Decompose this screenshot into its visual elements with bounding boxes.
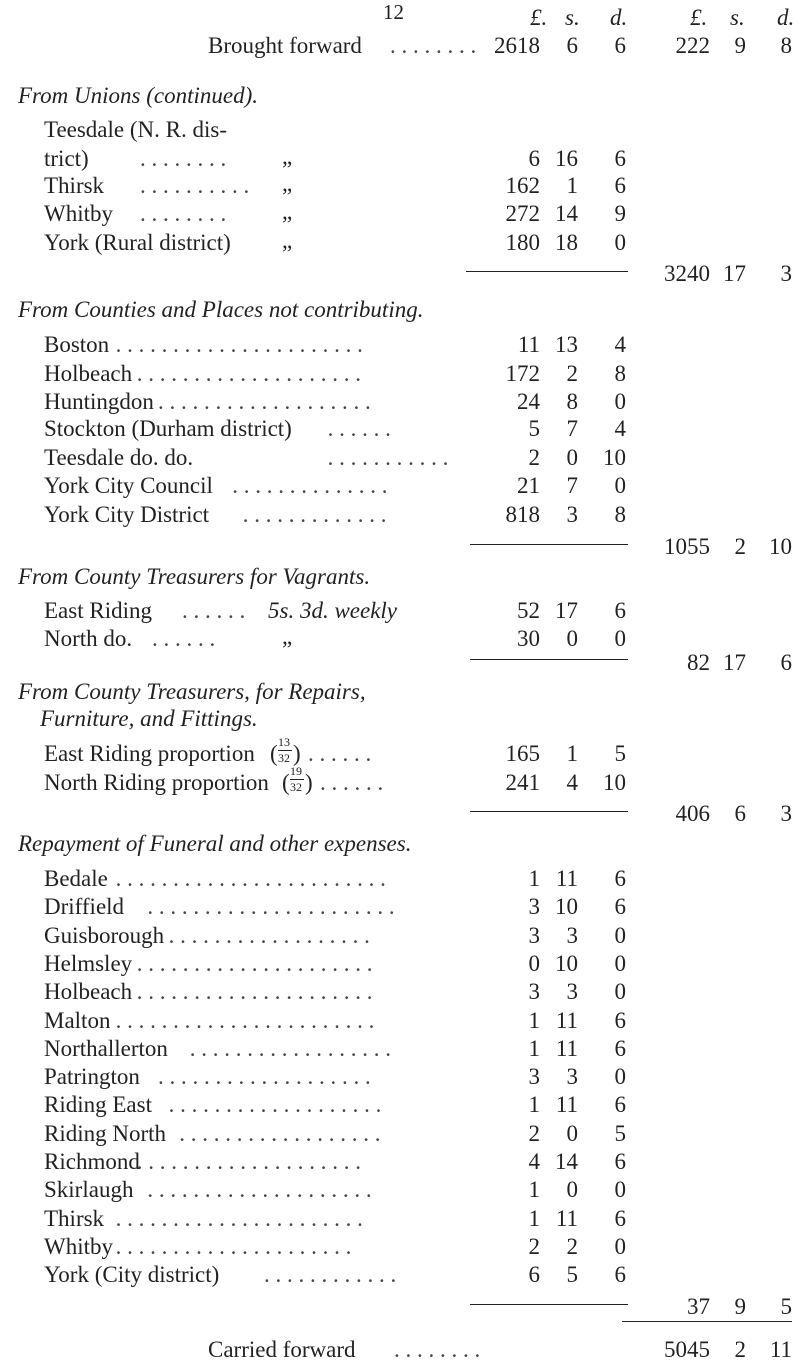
- sec2-item-pounds: 21: [517, 473, 540, 498]
- carried-forward-dots: . . . . . . . .: [394, 1337, 481, 1362]
- carried-forward-rule: [622, 1321, 792, 1322]
- sec5-item-shillings: 11: [555, 1035, 578, 1061]
- sec1-item-shillings: 14: [555, 201, 578, 226]
- sec5-item-label: Richmond: [44, 1149, 140, 1174]
- sec1-item-pence: 0: [614, 230, 626, 255]
- sec2-item-pence: 8: [614, 361, 626, 386]
- sec3-item-rate: 5s. 3d. weekly: [268, 598, 398, 623]
- fraction-numerator: 13: [278, 735, 290, 749]
- sec3-heading: From County Treasurers for Vagrants.: [18, 564, 371, 589]
- sec1-item-dots: . . . . . . . .: [140, 201, 227, 226]
- sec1-item-shillings: 1: [566, 173, 578, 198]
- page-number: 12: [383, 0, 404, 24]
- sec5-item-label: Riding North: [44, 1120, 167, 1146]
- sec5-item-shillings: 0: [566, 1120, 578, 1146]
- sec3-ditto: „: [282, 624, 293, 649]
- sec2-item-label: Boston: [44, 332, 110, 357]
- sec5-item-pence: 6: [614, 1149, 626, 1174]
- sec1-item-dots: . . . . . . . .: [140, 146, 227, 171]
- sec2-item-label: York City District: [44, 502, 210, 527]
- brought-forward-dots: . . . . . . . .: [390, 33, 477, 58]
- sec5-item-label: Riding East: [44, 1092, 152, 1118]
- sec5-item-dots: . . . . . . . . . . . . . . . . . . . . .: [136, 950, 373, 976]
- sec2-item-dots: . . . . . . . . . . . . . .: [232, 473, 388, 498]
- col-pence-inner: d.: [610, 5, 628, 30]
- sec2-item-pence: 4: [614, 332, 626, 357]
- sec5-item-label: Guisborough: [44, 922, 165, 948]
- sec5-item-dots: . . . . . . . . . . . . . . . . . .: [189, 1035, 392, 1061]
- sec5-item-label: Patrington: [44, 1064, 140, 1090]
- sec5-total-pounds: 37: [687, 1294, 710, 1319]
- sec1-item-pounds: 162: [505, 173, 540, 198]
- sec5-item-shillings: 11: [555, 866, 578, 891]
- sec5-item-shillings: 10: [555, 894, 578, 920]
- sec5-item-label: Helmsley: [44, 950, 133, 976]
- sec1-total-shillings: 17: [723, 261, 746, 286]
- sec5-total-shillings: 9: [734, 1294, 746, 1319]
- sec5-item-pence: 0: [614, 1177, 626, 1203]
- sec1-item-label: Thirsk: [44, 173, 105, 198]
- sec1-item-label: Teesdale (N. R. dis-: [44, 117, 227, 142]
- carried-forward-pounds: 5045: [664, 1337, 710, 1362]
- sec5-item-pounds: 2: [528, 1120, 540, 1146]
- fraction-denominator: 32: [278, 751, 290, 765]
- sec5-item-pence: 6: [614, 894, 626, 920]
- sec5-item-dots: . . . . . . . . . . . . . . . . . . . . . .: [115, 1205, 363, 1231]
- sec5-item-pounds: 6: [528, 1262, 540, 1288]
- sec5-heading: Repayment of Funeral and other expenses.: [18, 831, 412, 856]
- sec1-item-pounds: 6: [528, 146, 540, 171]
- sec3-item-dots: . . . . . .: [152, 626, 216, 651]
- sec2-item-dots: . . . . . . . . . . . . . . . . . . . .: [136, 361, 362, 386]
- sec2-item-shillings: 8: [566, 389, 578, 414]
- sec1-item-pence: 6: [614, 146, 626, 171]
- sec3-item-pence: 0: [614, 626, 626, 651]
- sec2-item-dots: . . . . . . . . . . . . . . . . . . . . . .: [115, 332, 363, 357]
- sec5-item-label: Whitby: [44, 1233, 113, 1259]
- fraction-numerator: 19: [290, 764, 302, 778]
- sec2-total-shillings: 2: [734, 534, 746, 559]
- sec2-item-dots: . . . . . . . . . . .: [327, 445, 449, 470]
- sec1-total-pounds: 3240: [664, 261, 710, 286]
- sec2-item-label: Huntingdon: [44, 389, 154, 414]
- sec5-item-shillings: 2: [566, 1233, 578, 1259]
- sec5-item-dots: . . . . . . . . . . . .: [264, 1262, 397, 1288]
- sec2-item-pounds: 172: [505, 361, 540, 386]
- sec1-heading: From Unions (continued).: [18, 83, 258, 108]
- sec3-item-label: East Riding: [44, 598, 152, 623]
- sec2-item-pence: 0: [614, 389, 626, 414]
- sec2-item-pence: 10: [603, 445, 626, 470]
- sec2-item-label: Stockton (Durham district): [44, 416, 292, 441]
- sec5-item-label: Bedale: [44, 866, 108, 891]
- sec3-item-dots: . . . . . .: [182, 598, 246, 623]
- sec2-item-shillings: 7: [566, 473, 578, 498]
- sec1-ditto: „: [282, 228, 293, 253]
- sec5-item-pounds: 1: [528, 866, 540, 891]
- sec2-item-pounds: 24: [517, 389, 540, 414]
- sec5-item-pence: 6: [614, 866, 626, 891]
- sec2-item-label: Holbeach: [44, 361, 133, 386]
- sec5-item-pence: 6: [614, 1092, 626, 1118]
- col-pound-outer: £.: [690, 5, 708, 30]
- sec5-item-pence: 0: [614, 950, 626, 976]
- sec5-item-pence: 0: [614, 922, 626, 948]
- sec5-total-pence: 5: [780, 1294, 792, 1319]
- sec2-item-dots: . . . . . . . . . . . . .: [242, 502, 387, 527]
- sec2-item-shillings: 0: [566, 445, 578, 470]
- sec1-item-label: Whitby: [44, 201, 113, 226]
- sec2-heading: From Counties and Places not contributing.: [18, 297, 424, 322]
- fraction-paren-close: ): [293, 741, 301, 766]
- col-shilling-outer: s.: [730, 5, 745, 30]
- sec5-item-pounds: 1: [528, 1092, 540, 1118]
- sec4-total-pounds: 406: [675, 801, 710, 826]
- sec4-item-dots: . . . . . .: [320, 770, 384, 795]
- brought-forward-label: Brought forward: [208, 33, 362, 58]
- sec5-item-shillings: 10: [555, 950, 578, 976]
- sec1-ditto: „: [282, 199, 293, 224]
- fraction-paren-open: (: [282, 770, 290, 795]
- sec2-item-pence: 4: [614, 416, 626, 441]
- sec5-item-dots: . . . . . . . . . . . . . . . . . . . . .: [136, 979, 373, 1005]
- sec4-item-label: North Riding proportion: [44, 770, 269, 795]
- sec2-item-pounds: 818: [505, 502, 540, 527]
- sec3-item-label: North do.: [44, 626, 133, 651]
- sec2-item-pounds: 11: [517, 332, 540, 357]
- sec5-item-pounds: 3: [528, 979, 540, 1005]
- sec4-total-pence: 3: [780, 801, 792, 826]
- sec4-item-pounds: 241: [505, 770, 540, 795]
- sec5-item-shillings: 3: [566, 979, 578, 1005]
- sec5-item-pounds: 2: [528, 1233, 540, 1259]
- sec2-item-dots: . . . . . . . . . . . . . . . . . . .: [158, 389, 371, 414]
- sec5-item-pence: 6: [614, 1007, 626, 1033]
- sec5-item-shillings: 0: [566, 1177, 578, 1203]
- sec5-item-label: Northallerton: [44, 1035, 168, 1061]
- sec1-item-label: York (Rural district): [44, 230, 231, 255]
- sec5-item-pounds: 3: [528, 1064, 540, 1090]
- sec5-item-pounds: 0: [528, 950, 540, 976]
- sec5-item-dots: . . . . . . . . . . . . . . . . . . . . . . . .: [115, 866, 386, 891]
- sec2-total-pence: 10: [769, 534, 792, 559]
- sec1-item-label: trict): [44, 146, 89, 171]
- brought-forward-outer-pounds: 222: [675, 33, 710, 58]
- brought-forward-outer-shillings: 9: [734, 33, 746, 58]
- sec1-item-shillings: 16: [555, 146, 578, 171]
- sec5-item-label: Skirlaugh: [44, 1177, 134, 1203]
- sec5-item-pounds: 1: [528, 1205, 540, 1231]
- sec1-item-shillings: 18: [555, 230, 578, 255]
- sec2-item-dots: . . . . . .: [327, 416, 391, 441]
- col-pound-inner: £.: [530, 5, 548, 30]
- col-pence-outer: d.: [777, 5, 795, 30]
- sec5-item-shillings: 11: [555, 1205, 578, 1231]
- sec2-item-label: York City Council: [44, 473, 213, 498]
- brought-forward-inner-shillings: 6: [566, 33, 578, 58]
- sec5-item-pence: 6: [614, 1035, 626, 1061]
- sec4-item-shillings: 4: [566, 770, 578, 795]
- sec5-item-dots: . . . . . . . . . . . . . . . . . . . . .: [115, 1233, 352, 1259]
- sec3-item-pounds: 30: [517, 626, 540, 651]
- sec5-item-pence: 0: [614, 1233, 626, 1259]
- sec4-item-shillings: 1: [566, 741, 578, 766]
- sec1-ditto: „: [282, 144, 293, 169]
- sec4-heading-line1: From County Treasurers, for Repairs,: [18, 679, 366, 704]
- sec5-item-pounds: 3: [528, 894, 540, 920]
- sec3-total-shillings: 17: [723, 650, 746, 675]
- sec2-total-pounds: 1055: [664, 534, 710, 559]
- sec1-total-pence: 3: [780, 261, 792, 286]
- sec5-item-shillings: 11: [555, 1007, 578, 1033]
- sec1-item-pence: 6: [614, 173, 626, 198]
- carried-forward-label: Carried forward: [208, 1337, 356, 1362]
- sec1-item-dots: . . . . . . . . . .: [140, 173, 250, 198]
- sec5-item-dots: . . . . . . . . . . . . . . . . . . . . . . .: [115, 1007, 375, 1033]
- brought-forward-inner-pounds: 2618: [494, 33, 540, 58]
- sec4-item-pence: 5: [614, 741, 626, 766]
- sec5-item-dots: . . . . . . . . . . . . . . . . . . . .: [136, 1149, 362, 1174]
- sec2-item-pence: 8: [614, 502, 626, 527]
- sec4-item-pounds: 165: [505, 741, 540, 766]
- sec5-item-shillings: 5: [566, 1262, 578, 1288]
- sec5-item-dots: . . . . . . . . . . . . . . . . . .: [179, 1120, 381, 1146]
- sec2-item-shillings: 2: [566, 361, 578, 386]
- sec5-item-dots: . . . . . . . . . . . . . . . . . . . . . .: [147, 894, 395, 920]
- sec2-item-label: Teesdale do. do.: [44, 445, 194, 470]
- brought-forward-inner-pence: 6: [614, 33, 626, 58]
- sec3-item-pounds: 52: [517, 598, 540, 623]
- fraction-paren-close: ): [305, 770, 313, 795]
- sec3-item-shillings: 17: [555, 598, 578, 623]
- sec5-item-label: Driffield: [44, 894, 125, 920]
- sec2-item-shillings: 7: [566, 416, 578, 441]
- sec5-item-dots: . . . . . . . . . . . . . . . . . .: [168, 922, 370, 948]
- sec5-item-label: Holbeach: [44, 979, 133, 1005]
- sec3-item-shillings: 0: [566, 626, 578, 651]
- sec5-item-label: Malton: [44, 1007, 111, 1033]
- sec5-item-label: Thirsk: [44, 1205, 105, 1231]
- sec3-item-pence: 6: [614, 598, 626, 623]
- carried-forward-pence: 11: [769, 1337, 792, 1362]
- brought-forward-outer-pence: 8: [780, 33, 792, 58]
- sec2-item-shillings: 3: [566, 502, 578, 527]
- sec5-item-pounds: 4: [528, 1149, 540, 1174]
- sec5-item-pounds: 3: [528, 922, 540, 948]
- sec5-item-pence: 5: [614, 1120, 626, 1146]
- sec4-item-pence: 10: [603, 770, 626, 795]
- fraction-denominator: 32: [290, 780, 302, 794]
- col-shilling-inner: s.: [565, 5, 580, 30]
- sec5-item-shillings: 11: [555, 1092, 578, 1118]
- sec5-item-pence: 0: [614, 979, 626, 1005]
- sec3-total-pence: 6: [780, 650, 792, 675]
- sec1-item-pence: 9: [614, 201, 626, 226]
- sec5-item-shillings: 3: [566, 922, 578, 948]
- sec5-item-pence: 0: [614, 1064, 626, 1090]
- sec5-item-dots: . . . . . . . . . . . . . . . . . . .: [168, 1092, 382, 1118]
- sec1-item-pounds: 272: [505, 201, 540, 226]
- sec4-item-dots: . . . . . .: [308, 741, 372, 766]
- sec2-item-pence: 0: [614, 473, 626, 498]
- sec2-item-shillings: 13: [555, 332, 578, 357]
- sec5-item-shillings: 14: [555, 1149, 578, 1174]
- sec5-item-dots: . . . . . . . . . . . . . . . . . . . .: [147, 1177, 372, 1203]
- sec1-ditto: „: [282, 171, 293, 196]
- sec5-item-pounds: 1: [528, 1177, 540, 1203]
- sec5-item-label: York (City district): [44, 1262, 220, 1288]
- sec2-item-pounds: 2: [528, 445, 540, 470]
- sec5-item-shillings: 3: [566, 1064, 578, 1090]
- sec3-total-pounds: 82: [687, 650, 710, 675]
- carried-forward-shillings: 2: [734, 1337, 746, 1362]
- sec5-item-pounds: 1: [528, 1007, 540, 1033]
- sec5-item-pence: 6: [614, 1205, 626, 1231]
- sec5-item-pounds: 1: [528, 1035, 540, 1061]
- sec5-item-dots: . . . . . . . . . . . . . . . . . . .: [158, 1064, 371, 1090]
- sec4-heading-line2: Furniture, and Fittings.: [40, 706, 258, 731]
- sec1-item-pounds: 180: [505, 230, 540, 255]
- sec5-item-pence: 6: [614, 1262, 626, 1288]
- fraction-paren-open: (: [270, 741, 278, 766]
- sec4-total-shillings: 6: [734, 801, 746, 826]
- sec4-item-label: East Riding proportion: [44, 741, 255, 766]
- sec2-item-pounds: 5: [528, 416, 540, 441]
